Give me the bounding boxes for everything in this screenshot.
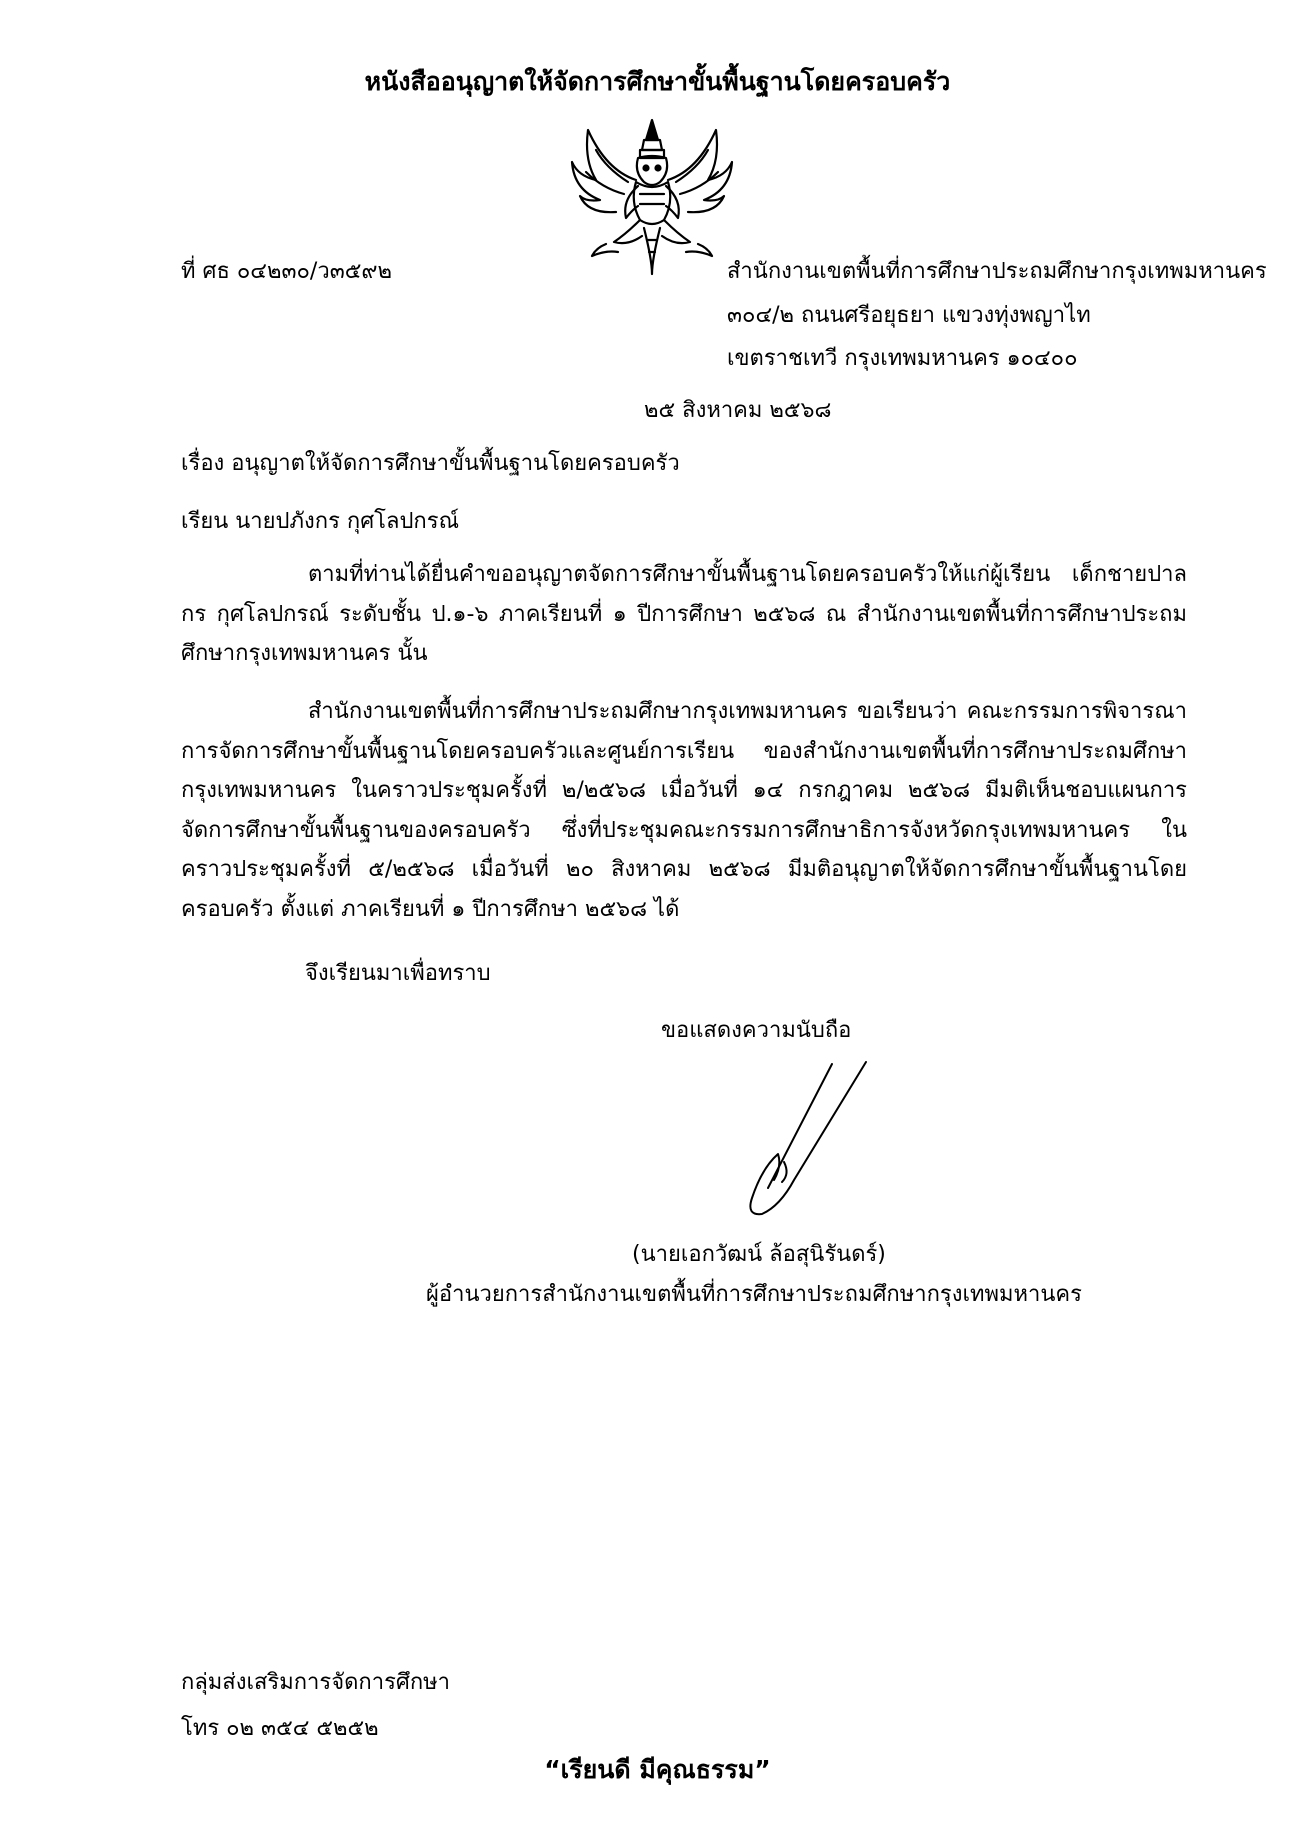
department-name: กลุ่มส่งเสริมการจัดการศึกษา bbox=[181, 1670, 451, 1695]
body-paragraph-2-text: สำนักงานเขตพื้นที่การศึกษาประถมศึกษากรุงเทพมหานคร ขอเรียนว่า คณะกรรมการพิจารณาการจัดการศึกษาขั้นพื้นฐานโดยครอบครัวและศูนย์การเรียน ของสำนักงานเขตพื้นที่การศึกษาประถมศึกษากรุงเทพมหานคร ในคราวประชุมครั้งที่ ๒/๒๕๖๘ เมื่อวันที่ ๑๔ กรกฎาคม ๒๕๖๘ มีมติเห็นชอบแผนการจัดการศึกษาขั้นพื้นฐานของครอบครัว ซึ่งที่ประชุมคณะกรรมการศึกษาธิการจังหวัดกรุงเทพมหานคร ในคราวประชุมครั้งที่ ๕/๒๕๖๘ เมื่อวันที่ ๒๐ สิงหาคม ๒๕๖๘ มีมติอนุญาตให้จัดการศึกษาขั้นพื้นฐานโดยครอบครัว ตั้งแต่ ภาคเรียนที่ ๑ ปีการศึกษา ๒๕๖๘ ได้ bbox=[181, 699, 1187, 922]
body-paragraph-1-text: ตามที่ท่านได้ยื่นคำขออนุญาตจัดการศึกษาขั้นพื้นฐานโดยครอบครัวให้แก่ผู้เรียน เด็กชายปาลกร กุศโลปกรณ์ ระดับชั้น ป.๑-๖ ภาคเรียนที่ ๑ ปีการศึกษา ๒๕๖๘ ณ สำนักงานเขตพื้นที่การศึกษาประถมศึกษากรุงเทพมหานคร นั้น bbox=[181, 562, 1187, 666]
letter-salutation: เรียน นายปภังกร กุศโลปกรณ์ bbox=[181, 509, 459, 534]
signatory-name: (นายเอกวัฒน์ ล้อสุนิรันดร์) bbox=[632, 1242, 886, 1267]
signatory-position: ผู้อำนวยการสำนักงานเขตพื้นที่การศึกษาประถมศึกษากรุงเทพมหานคร bbox=[426, 1282, 1082, 1307]
complimentary-close: ขอแสดงความนับถือ bbox=[661, 1018, 852, 1043]
garuda-emblem-icon bbox=[566, 110, 738, 280]
body-paragraph-2 bbox=[181, 692, 1187, 929]
letter-date: ๒๕ สิงหาคม ๒๕๖๘ bbox=[644, 398, 832, 423]
sender-address-line-3: เขตราชเทวี กรุงเทพมหานคร ๑๐๔๐๐ bbox=[727, 346, 1078, 371]
handwritten-signature bbox=[722, 1058, 872, 1238]
closing-line: จึงเรียนมาเพื่อทราบ bbox=[305, 961, 491, 986]
sender-address-line-1: สำนักงานเขตพื้นที่การศึกษาประถมศึกษากรุงเทพมหานคร bbox=[727, 259, 1267, 284]
body-paragraph-1 bbox=[181, 555, 1187, 674]
phone-number: โทร ๐๒ ๓๕๔ ๕๒๕๒ bbox=[181, 1716, 379, 1741]
letter-title: หนังสืออนุญาตให้จัดการศึกษาขั้นพื้นฐานโดยครอบครัว bbox=[364, 67, 951, 96]
letter-subject: เรื่อง อนุญาตให้จัดการศึกษาขั้นพื้นฐานโดยครอบครัว bbox=[181, 451, 680, 476]
motto: “เรียนดี มีคุณธรรม” bbox=[544, 1755, 771, 1784]
sender-address-line-2: ๓๐๔/๒ ถนนศรีอยุธยา แขวงทุ่งพญาไท bbox=[727, 303, 1091, 328]
reference-number: ที่ ศธ ๐๔๒๓๐/ว๓๕๙๒ bbox=[181, 259, 392, 284]
